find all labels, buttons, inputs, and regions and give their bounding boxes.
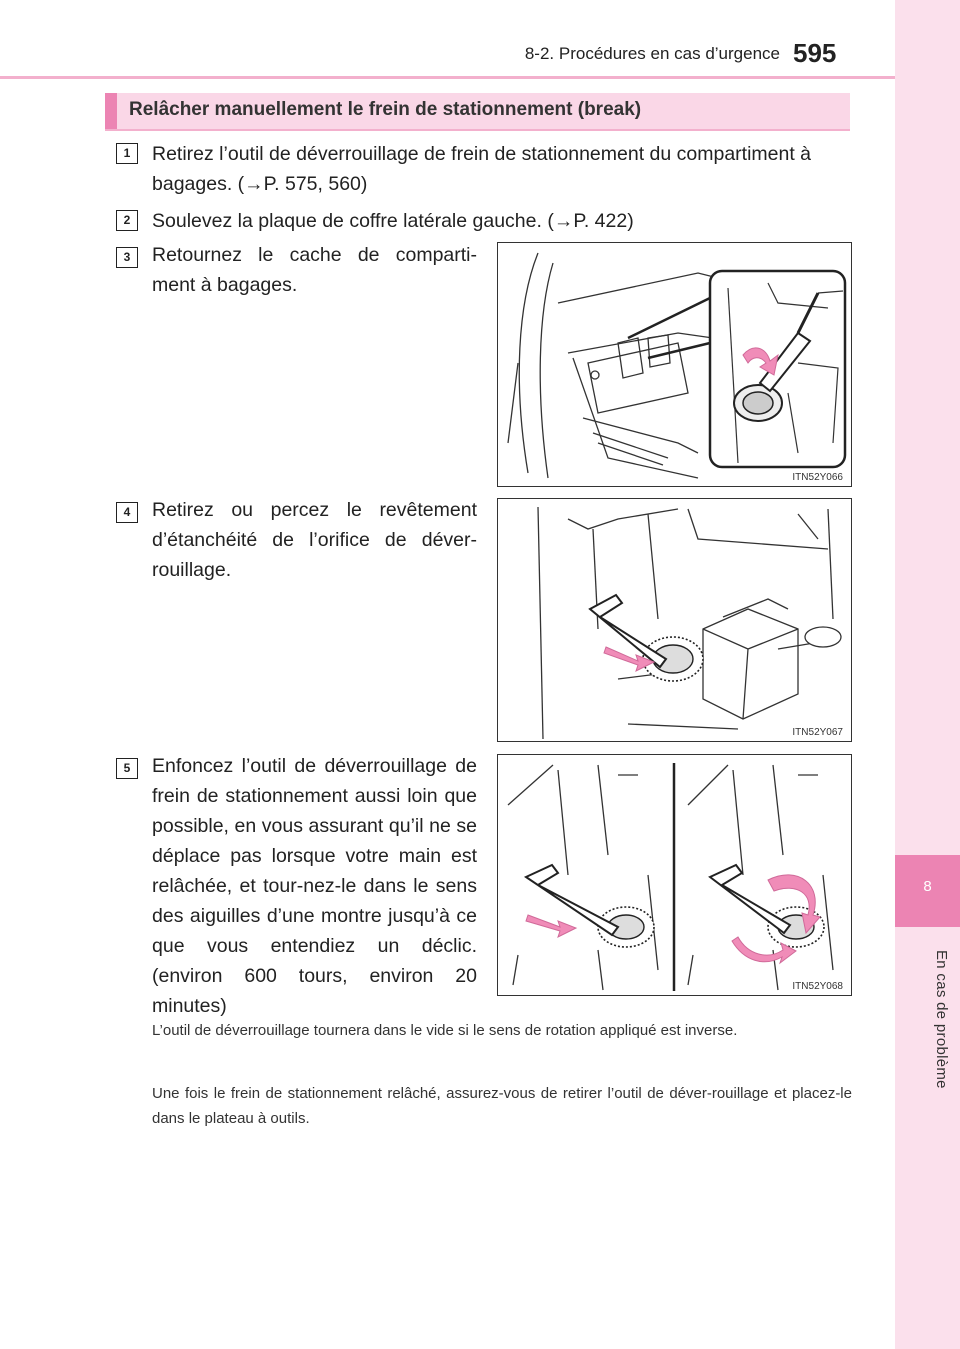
- step-number-3: 3: [116, 247, 138, 268]
- step-text-3: Retournez le cache de comparti-ment à bagages.: [152, 244, 477, 296]
- figure-trunk-cover-illustration: [498, 243, 851, 486]
- figure-code: ITN52Y066: [792, 472, 843, 483]
- note-rotation-direction: L’outil de déverrouillage tournera dans le vide si le sens de rotation appliqué est inverse.: [152, 1022, 738, 1039]
- header-section-title: 8-2. Procédures en cas d’urgence: [524, 44, 780, 63]
- figure-release-hole-illustration: [498, 499, 851, 741]
- step-number-1: 1: [116, 143, 138, 164]
- section-title: Relâcher manuellement le frein de stationnement (break): [129, 99, 642, 120]
- figure-code: ITN52Y067: [792, 727, 843, 738]
- page-number: 595: [793, 38, 837, 68]
- figure-insert-and-turn-illustration: [498, 755, 851, 995]
- step-number-4: 4: [116, 502, 138, 523]
- figure-release-hole: [497, 498, 852, 742]
- section-title-bar: [105, 93, 850, 131]
- figure-trunk-cover: [497, 242, 852, 487]
- step-text-1: Retirez l’outil de déverrouillage de frein de stationnement du compartiment à bagages. (→P. 575, 560): [152, 143, 812, 195]
- step-number-2: 2: [116, 210, 138, 231]
- chapter-number: 8: [923, 878, 932, 895]
- step-text-2: Soulevez la plaque de coffre latérale gauche. (→P. 422): [152, 210, 634, 232]
- figure-insert-and-turn: [497, 754, 852, 996]
- note-remove-tool: Une fois le frein de stationnement relâché, assurez-vous de retirer l’outil de déver-rouillage et placez-le dans le plateau à outils.: [152, 1085, 852, 1127]
- page-header: [0, 0, 895, 78]
- section-accent: [105, 93, 117, 129]
- chapter-title: En cas de problème: [933, 950, 950, 1089]
- step-text-4: Retirez ou percez le revêtement d’étanchéité de l’orifice de déver-rouillage.: [152, 499, 477, 581]
- step-text-5: Enfoncez l’outil de déverrouillage de frein de stationnement aussi loin que possible, en vous assurant qu’il ne se déplace pas lorsque votre main est relâchée, et tour-nez-le dans le sens des aiguilles d’une montre jusqu’à ce que vous entendiez un déclic. (environ 600 tours, environ 20 minutes): [152, 755, 477, 1017]
- header-divider: [0, 76, 895, 79]
- step-number-5: 5: [116, 758, 138, 779]
- figure-code: ITN52Y068: [792, 981, 843, 992]
